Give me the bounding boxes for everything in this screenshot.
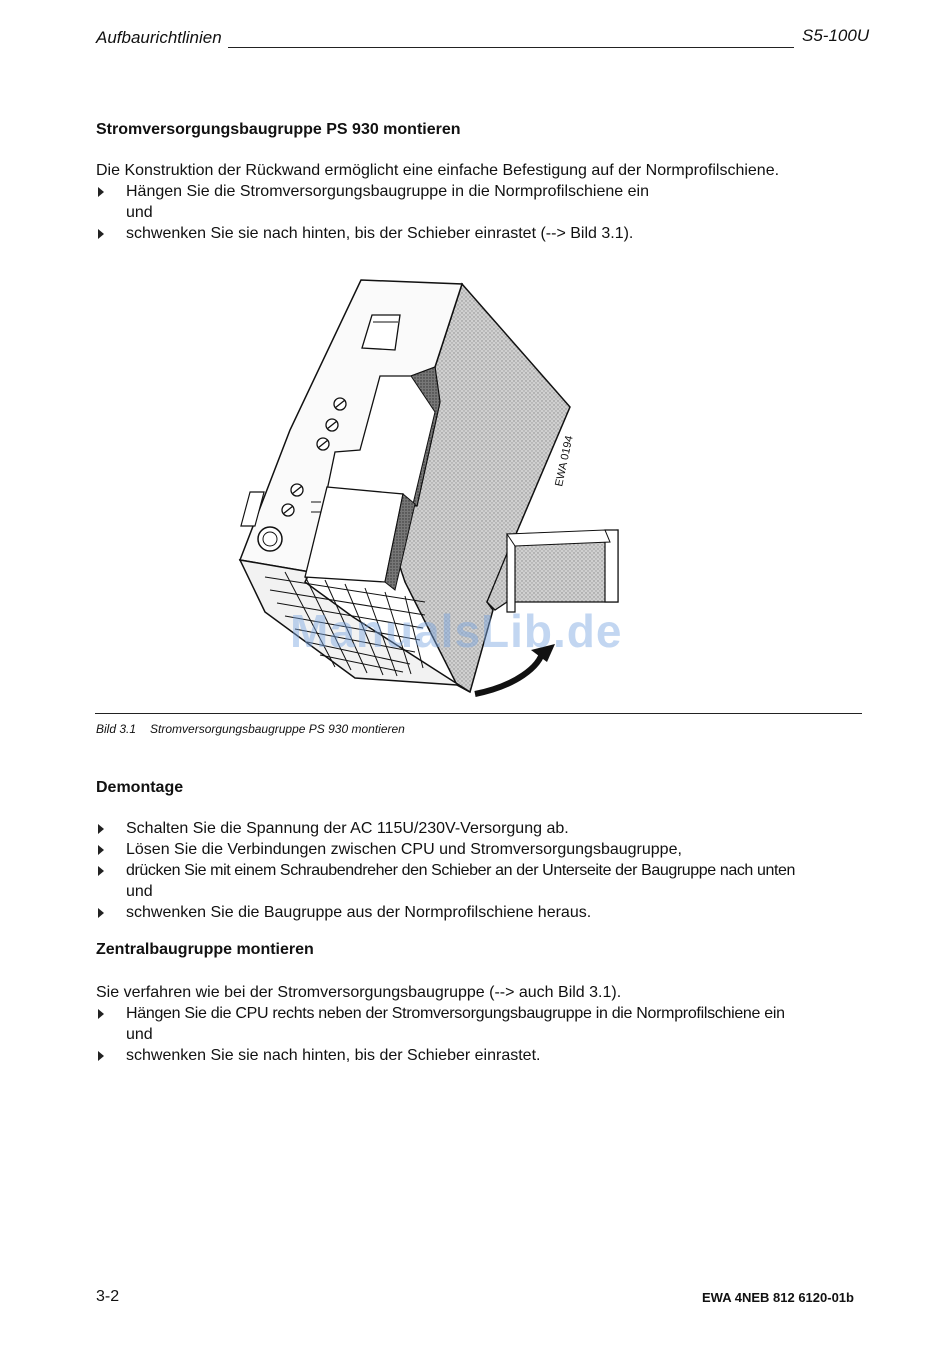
running-header-title: Aufbaurichtlinien <box>96 28 222 47</box>
bullet-arrow-icon <box>98 229 104 239</box>
section3-intro: Sie verfahren wie bei der Stromversorgungsbaugruppe (--> auch Bild 3.1). <box>96 984 622 1001</box>
figure-caption <box>96 722 405 736</box>
section2-bullet-4: schwenken Sie die Baugruppe aus der Normprofilschiene heraus. <box>126 904 592 921</box>
din-rail <box>487 530 618 612</box>
document-id: EWA 4NEB 812 6120-01b <box>702 1290 854 1305</box>
section-title-ps930: Stromversorgungsbaugruppe PS 930 montieren <box>96 121 461 138</box>
bullet-arrow-icon <box>98 866 104 876</box>
section1-intro: Die Konstruktion der Rückwand ermöglicht eine einfache Befestigung auf der Normprofilschiene. <box>96 162 780 179</box>
bullet-arrow-icon <box>98 1009 104 1019</box>
section2-bullet-3-cont: und <box>126 883 153 900</box>
section2-bullet-2: Lösen Sie die Verbindungen zwischen CPU und Stromversorgungsbaugruppe, <box>126 841 682 858</box>
section-title-zentralbaugruppe: Zentralbaugruppe montieren <box>96 941 314 958</box>
section3-bullet-1-cont: und <box>126 1026 153 1043</box>
running-header-product: S5-100U <box>802 26 870 45</box>
section3-bullet-2: schwenken Sie sie nach hinten, bis der Schieber einrastet. <box>126 1047 541 1064</box>
bullet-arrow-icon <box>98 1051 104 1061</box>
watermark: ManualsLib.de <box>290 605 623 657</box>
drawing-code: EWA 0194 <box>553 434 576 488</box>
section1-bullet-1: Hängen Sie die Stromversorgungsbaugruppe in die Normprofilschiene ein <box>126 183 649 200</box>
bullet-arrow-icon <box>98 824 104 834</box>
page-number: 3-2 <box>96 1288 120 1305</box>
caption-number: Bild 3.1 <box>96 722 137 736</box>
figure-rule <box>95 713 862 714</box>
section3-bullet-1: Hängen Sie die CPU rechts neben der Stromversorgungsbaugruppe in die Normprofilschiene ein <box>126 1005 785 1022</box>
header-rule <box>228 47 794 48</box>
bullet-arrow-icon <box>98 845 104 855</box>
bullet-arrow-icon <box>98 187 104 197</box>
section1-bullet-2: schwenken Sie sie nach hinten, bis der Schieber einrastet (--> Bild 3.1). <box>126 225 634 242</box>
section-title-demontage: Demontage <box>96 779 184 796</box>
caption-title: Stromversorgungsbaugruppe PS 930 montieren <box>150 722 405 736</box>
bullet-arrow-icon <box>98 908 104 918</box>
section2-bullet-1: Schalten Sie die Spannung der AC 115U/230V-Versorgung ab. <box>126 820 569 837</box>
section2-bullet-3: drücken Sie mit einem Schraubendreher den Schieber an der Unterseite der Baugruppe nach unten <box>126 862 796 879</box>
section1-bullet-1-cont: und <box>126 204 153 221</box>
